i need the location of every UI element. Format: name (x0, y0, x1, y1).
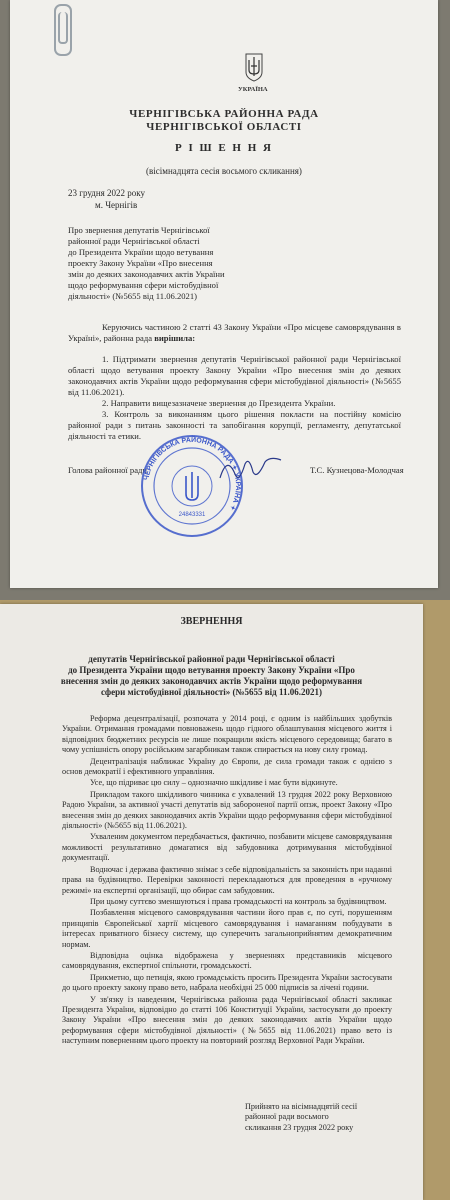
subject-line: змін до деяких законодавчих актів України (68, 269, 225, 279)
decision-date: 23 грудня 2022 року (68, 188, 146, 198)
preamble-resolved: вирішила: (154, 333, 196, 343)
subtitle-line: депутатів Чернігівської районної ради Чернігівської області (88, 654, 335, 664)
subject-line: діяльності» (№5655 від 11.06.2021) (68, 291, 198, 301)
appeal-page (0, 604, 423, 1200)
council-name (10, 108, 438, 134)
subtitle-line: сфери містобудівної діяльності» (№5655 від 11.06.2021) (101, 687, 322, 697)
appeal-paragraph: Ухваленим документом передбачається, фактично, позбавити місцеве самоврядування можливості результативно домагатися від забудовника дотримування містобудівної документації. (62, 832, 392, 863)
subject-line: до Президента України щодо ветування (68, 247, 214, 257)
appeal-closing (245, 1102, 357, 1133)
appeal-paragraph: Відповідна оцінка відображена у зверненнях представників місцевого самоврядування, експертної спільноти, громадськості. (62, 950, 392, 971)
appeal-paragraph: Водночас і держава фактично знімає з себе відповідальність за законність при наданні права на будівництво. Перевірки законності перекладаються для проведення в «ручному режимі» на експертні організації, що обирає сам забудовник. (62, 864, 392, 895)
decision-title: Р І Ш Е Н Н Я (175, 142, 273, 154)
decision-subject (68, 225, 225, 302)
decision-item-2: 2. Направити вищезазначене звернення до Президента України. (102, 398, 336, 408)
appeal-title: ЗВЕРНЕННЯ (180, 616, 243, 627)
svg-text:ЧЕРНІГІВСЬКА РАЙОННА РАДА ✦ УК: ЧЕРНІГІВСЬКА РАЙОННА РАДА ✦ УКРАЇНА ✦ (143, 436, 242, 512)
subject-line: районної ради Чернігівської області (68, 236, 200, 246)
decision-city: м. Чернігів (95, 200, 138, 210)
appeal-paragraph: Прикладом такого шкідливого чинника є ухвалений 13 грудня 2022 року Верховною Радою України, за активної участі депутатів від забороненої партії опзж, проект Закону «Про внесення змін до деяких законодавчих актів України щодо реформування сфери містобудівної діяльності» (№5655 від 11.06.2021). (62, 789, 392, 831)
preamble-text: Керуючись частиною 2 статті 43 Закону України «Про місцеве самоврядування в Україні», районна рада (68, 322, 401, 343)
closing-line: скликання 23 грудня 2022 року (245, 1122, 354, 1132)
decision-page (10, 0, 438, 588)
appeal-paragraph: У зв'язку із наведеним, Чернігівська районна рада Чернігівської області закликає Президента України, відповідно до статті 106 Конституції України, застосувати до проекту Закону України «Про внесення змін до деяких законодавчих актів України щодо реформування сфери містобудівної діяльності» (№5655 від 11.06.2021) право вето із наступним поверненням цього проекту на повторний розгляд Верховної Ради України. (62, 994, 392, 1046)
subject-line: щодо реформування сфери містобудівної (68, 280, 219, 290)
subject-line: проекту Закону України «Про внесення (68, 258, 213, 268)
paper-clip-inner (58, 12, 68, 44)
appeal-paragraph: Позбавлення місцевого самоврядування частини його прав є, по суті, порушенням принципів Європейської хартії місцевого самоврядування і намаганням побудувати в інтересах приватного бізнесу систему, що суперечить загальноприйнятим демократичним нормам. (62, 908, 392, 949)
council-line-2: ЧЕРНІГІВСЬКОЇ ОБЛАСТІ (146, 121, 302, 133)
appeal-paragraph: Усе, що підриває цю силу – однозначно шкідливе і має бути відкинуте. (90, 778, 338, 788)
svg-text:24843331: 24843331 (178, 512, 206, 518)
appeal-body (62, 714, 392, 1048)
trident-emblem-icon (243, 52, 265, 82)
signature-position: Голова районної ради (68, 465, 148, 475)
appeal-paragraph: Реформа децентралізації, розпочата у 2014 році, є одним із найбільших здобутків України. Отримання громадами повноважень щодо гідного облаштування місцевого життя і відповідних бюджетних ресурсів не лише покращили якість місцевого середовища; багато в чому успішність опору російським загарбникам також спирається на нову силу громад. (62, 714, 392, 755)
appeal-paragraph: Прикметно, що петиція, якою громадськість просить Президента України застосувати до цього проекту закону право вето, набрала необхідні 25 000 підписів за лічені години. (62, 972, 392, 993)
closing-line: Прийнято на вісімнадцятій сесії (245, 1102, 358, 1111)
session-label: (вісімнадцята сесія восьмого скликання) (146, 166, 302, 176)
subtitle-line: внесення змін до деяких законодавчих актів України щодо реформування (60, 676, 363, 686)
appeal-subtitle (0, 654, 423, 698)
appeal-paragraph: При цьому суттєво зменшуються і права громадськості на контроль за будівництвом. (90, 896, 387, 906)
decision-body (68, 322, 401, 442)
closing-line: районної ради восьмого (245, 1112, 329, 1122)
subject-line: Про звернення депутатів Чернігівської (68, 225, 210, 235)
preamble (68, 322, 401, 344)
subtitle-line: до Президента України щодо ветування проекту Закону України «Про (68, 665, 355, 675)
signature-name: Т.С. Кузнецова-Молодчая (310, 465, 404, 475)
handwritten-signature (215, 450, 285, 490)
council-line-1: ЧЕРНІГІВСЬКА РАЙОННА РАДА (129, 108, 319, 120)
decision-item-1: 1. Підтримати звернення депутатів Чернігівської районної ради Чернігівської області щодо ветування проекту Закону України «Про внесення змін до деяких законодавчих актів України щодо реформування сфери містобудівної діяльності» (№5655 від 11.06.2021). (68, 354, 401, 397)
decision-item-3: 3. Контроль за виконанням цього рішення покласти на постійну комісію районної ради з питань законності та запобігання корупції, регламенту, депутатської діяльності та етики. (68, 409, 401, 441)
appeal-paragraph: Децентралізація наближає Україну до Європи, де сила громади також є однією з основ демократії і ефективного управління. (62, 756, 392, 777)
emblem-label: УКРАЇНА (238, 86, 268, 93)
